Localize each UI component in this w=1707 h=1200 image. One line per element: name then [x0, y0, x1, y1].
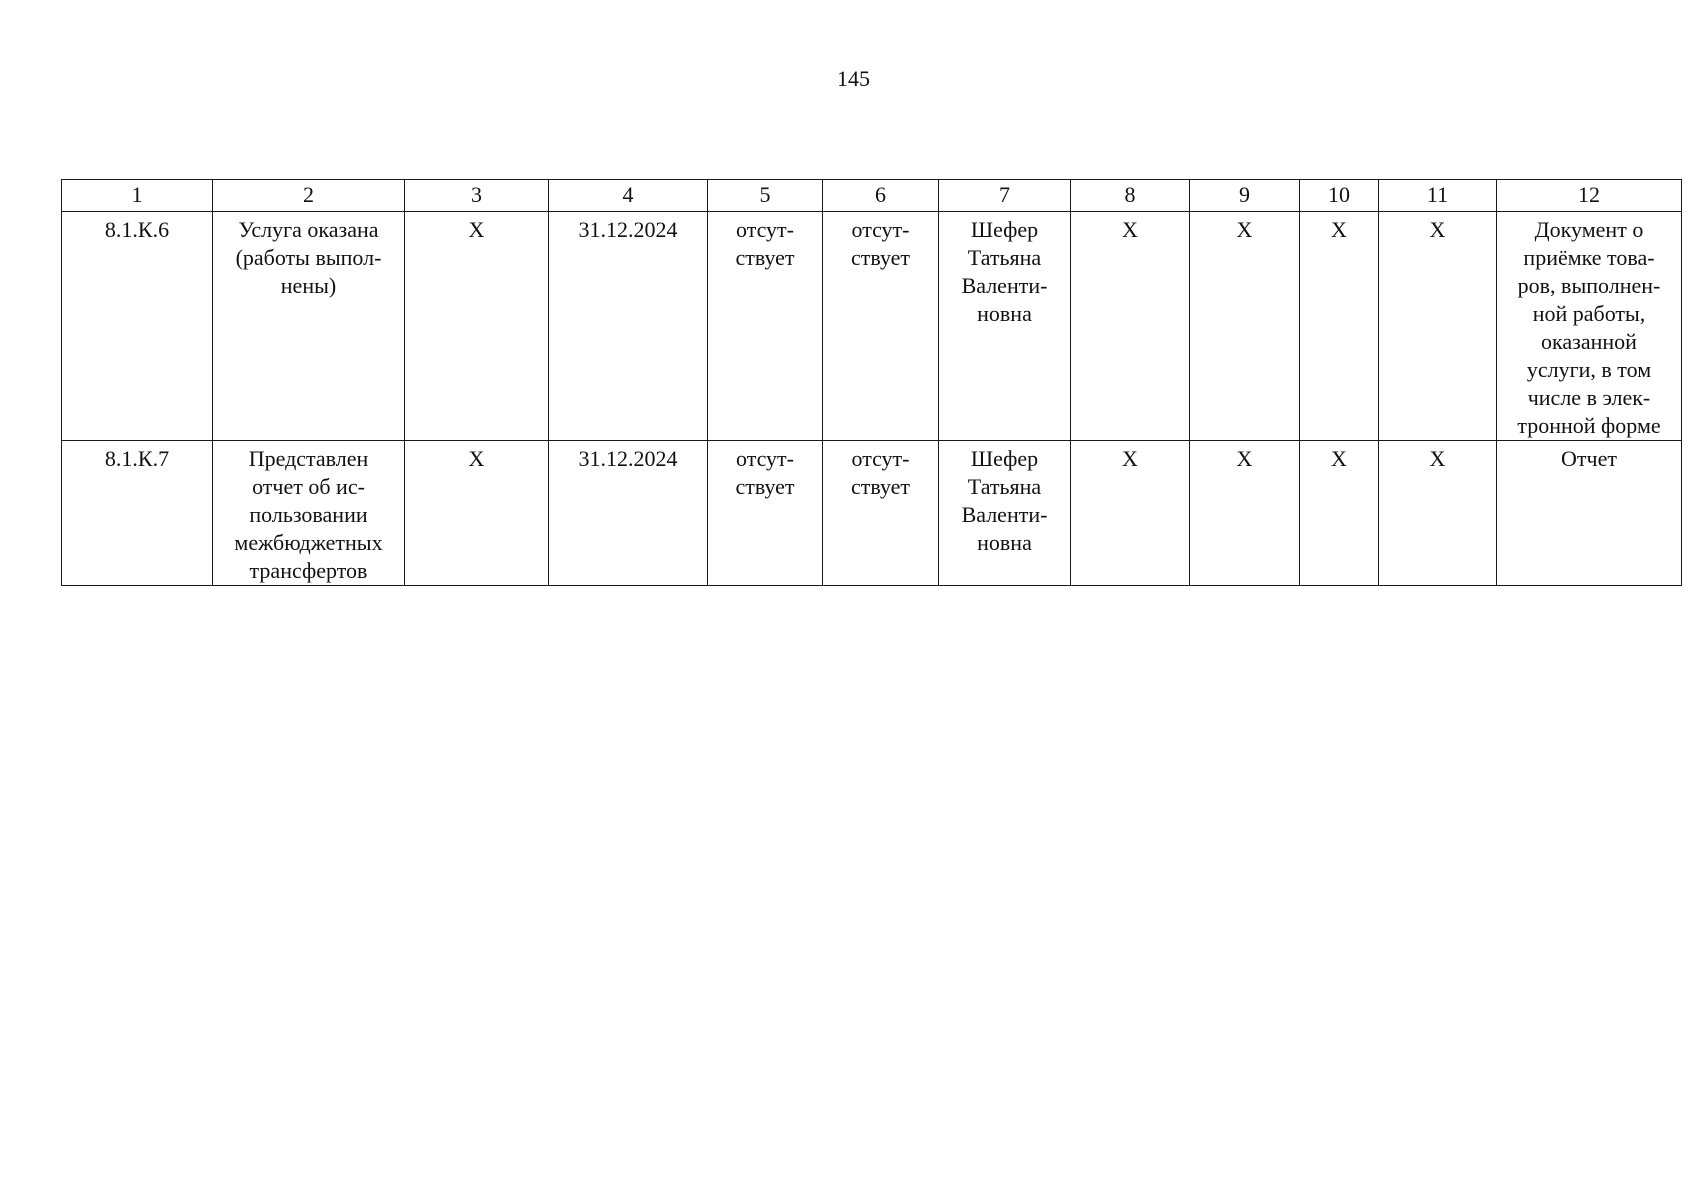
text-line: ствует — [735, 245, 795, 270]
text-line: пользовании — [249, 502, 368, 527]
text-line: отчет об ис- — [252, 474, 365, 499]
column-header: 11 — [1379, 180, 1497, 212]
cell-col-9: X — [1190, 441, 1300, 586]
control-points-table — [61, 179, 1682, 586]
text-line: ной работы, — [1532, 301, 1646, 326]
text-line: ствует — [850, 474, 911, 499]
cell-col-8: X — [1071, 441, 1190, 586]
text-line: трансфертов — [249, 558, 368, 583]
cell-col-11: X — [1379, 212, 1497, 441]
table-row — [62, 212, 1682, 441]
text-line: ствует — [735, 474, 795, 499]
text-line: межбюджетных — [234, 530, 383, 555]
text-line: ров, выполнен- — [1517, 273, 1661, 298]
text-line: Документ о — [1534, 217, 1644, 242]
confirming-document — [1497, 441, 1682, 586]
event-name — [213, 441, 405, 586]
column-header: 2 — [213, 180, 405, 212]
header-row — [62, 180, 1682, 212]
text-line: Представлен — [248, 446, 369, 471]
cell-col-3: X — [405, 441, 549, 586]
text-line: отсут- — [735, 217, 794, 242]
text-line: отсут- — [851, 217, 910, 242]
event-name — [213, 212, 405, 441]
column-header: 5 — [708, 180, 823, 212]
text-line: отсут- — [851, 446, 910, 471]
text-line: оказанной — [1541, 329, 1637, 354]
cell-col-6 — [823, 441, 939, 586]
text-line: числе в элек- — [1527, 385, 1651, 410]
column-header: 12 — [1497, 180, 1682, 212]
page-number: 145 — [837, 66, 870, 91]
row-code: 8.1.К.6 — [62, 212, 213, 441]
text-line: Татьяна — [967, 474, 1042, 499]
deadline-date: 31.12.2024 — [549, 212, 708, 441]
text-line: Шефер — [970, 217, 1039, 242]
text-line: тронной форме — [1517, 413, 1661, 438]
text-line: приёмке това- — [1523, 245, 1655, 270]
cell-col-10: X — [1300, 212, 1379, 441]
responsible-person — [939, 212, 1071, 441]
text-line: (работы выпол- — [235, 245, 382, 270]
text-line: Шефер — [970, 446, 1039, 471]
text-line: услуги, в том — [1526, 357, 1652, 382]
text-line: нены) — [280, 273, 337, 298]
text-line: Отчет — [1561, 446, 1617, 471]
cell-col-5 — [708, 441, 823, 586]
column-header: 8 — [1071, 180, 1190, 212]
row-code: 8.1.К.7 — [62, 441, 213, 586]
column-header: 3 — [405, 180, 549, 212]
responsible-person — [939, 441, 1071, 586]
text-line: Валенти- — [961, 502, 1048, 527]
text-line: отсут- — [735, 446, 794, 471]
column-header: 4 — [549, 180, 708, 212]
cell-col-8: X — [1071, 212, 1190, 441]
text-line: новна — [977, 530, 1032, 555]
text-line: Услуга оказана — [238, 217, 379, 242]
cell-col-11: X — [1379, 441, 1497, 586]
column-header: 10 — [1300, 180, 1379, 212]
text-line: Валенти- — [961, 273, 1048, 298]
column-header: 7 — [939, 180, 1071, 212]
cell-col-6 — [823, 212, 939, 441]
column-header: 1 — [62, 180, 213, 212]
column-header: 6 — [823, 180, 939, 212]
text-line: новна — [977, 301, 1032, 326]
column-header: 9 — [1190, 180, 1300, 212]
text-line: Татьяна — [967, 245, 1042, 270]
cell-col-9: X — [1190, 212, 1300, 441]
cell-col-5 — [708, 212, 823, 441]
text-line: ствует — [850, 245, 911, 270]
deadline-date: 31.12.2024 — [549, 441, 708, 586]
cell-col-10: X — [1300, 441, 1379, 586]
table-row — [62, 441, 1682, 586]
cell-col-3: X — [405, 212, 549, 441]
confirming-document — [1497, 212, 1682, 441]
